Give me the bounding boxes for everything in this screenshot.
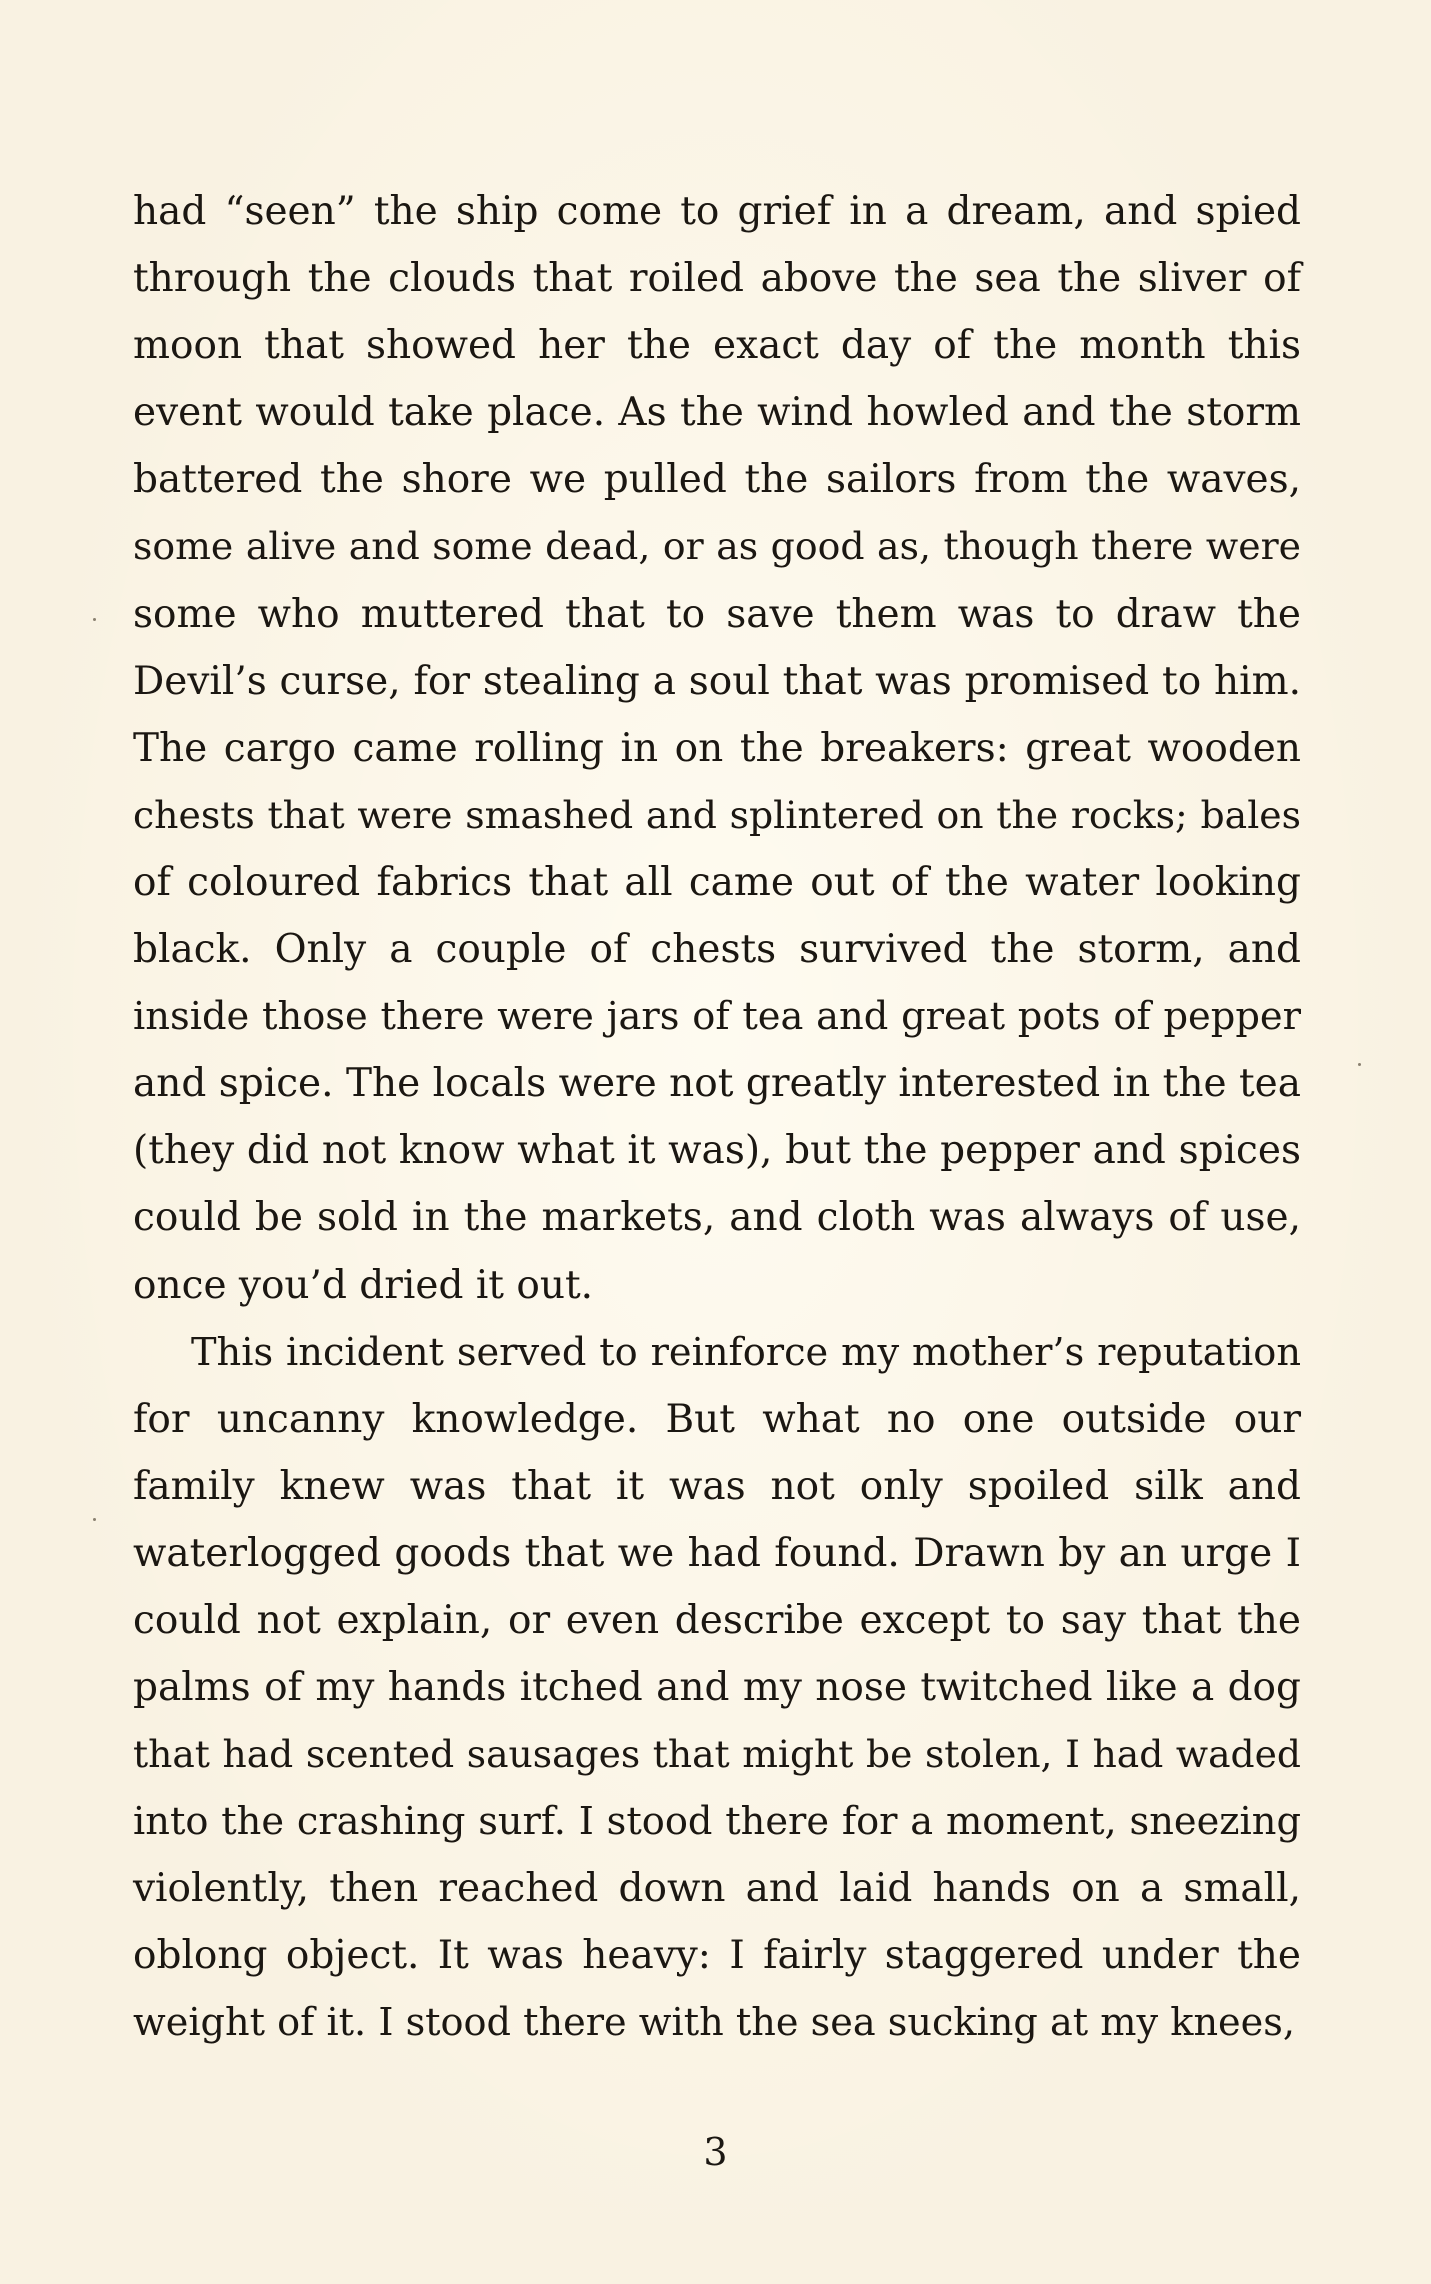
text-line: weight of it. I stood there with the sea sucking at my knees, (133, 2000, 1296, 2045)
text-line: family knew was that it was not only spoiled silk and (133, 1463, 1301, 1509)
text-line: (they did not know what it was), but the pepper and spices (133, 1128, 1301, 1174)
text-line: could not explain, or even describe except to say that the (133, 1597, 1301, 1643)
text-line: moon that showed her the exact day of the month this (133, 323, 1301, 369)
paragraph (133, 178, 1301, 1319)
text-line: event would take place. As the wind howled and the storm (133, 390, 1301, 436)
text-line: could be sold in the markets, and cloth was always of use, (133, 1195, 1301, 1241)
text-line: battered the shore we pulled the sailors from the waves, (133, 457, 1301, 503)
text-line: Devil’s curse, for stealing a soul that was promised to him. (133, 658, 1301, 704)
text-line: chests that were smashed and splintered on the rocks; bales (133, 792, 1301, 837)
text-line: and spice. The locals were not greatly interested in the tea (133, 1061, 1301, 1107)
text-line: some alive and some dead, or as good as, though there were (133, 524, 1301, 569)
text-line: violently, then reached down and laid hands on a small, (133, 1866, 1301, 1912)
text-line: The cargo came rolling in on the breakers: great wooden (133, 725, 1301, 771)
text-line: once you’d dried it out. (133, 1262, 594, 1308)
paragraph (133, 1319, 1301, 2057)
text-line: into the crashing surf. I stood there for a moment, sneezing (133, 1799, 1301, 1845)
paper-speck (1358, 1063, 1361, 1066)
text-line: waterlogged goods that we had found. Drawn by an urge I (133, 1530, 1301, 1576)
text-line: of coloured fabrics that all came out of the water looking (133, 859, 1301, 905)
text-line: oblong object. It was heavy: I fairly staggered under the (133, 1933, 1301, 1979)
text-line: some who muttered that to save them was to draw the (133, 591, 1301, 637)
page-number: 3 (703, 2130, 728, 2174)
text-line: had “seen” the ship come to grief in a dream, and spied (133, 189, 1301, 234)
text-line: black. Only a couple of chests survived the storm, and (133, 927, 1301, 973)
text-line: inside those there were jars of tea and great pots of pepper (133, 994, 1301, 1040)
text-line: palms of my hands itched and my nose twitched like a dog (133, 1665, 1301, 1711)
text-line: through the clouds that roiled above the sea the sliver of (133, 256, 1301, 302)
body-text (133, 178, 1301, 2057)
paper-speck (93, 1518, 96, 1521)
text-line: for uncanny knowledge. But what no one outside our (133, 1396, 1301, 1442)
paper-speck (93, 618, 96, 621)
text-line: This incident served to reinforce my mother’s reputation (191, 1329, 1301, 1375)
text-line: that had scented sausages that might be stolen, I had waded (133, 1732, 1301, 1777)
